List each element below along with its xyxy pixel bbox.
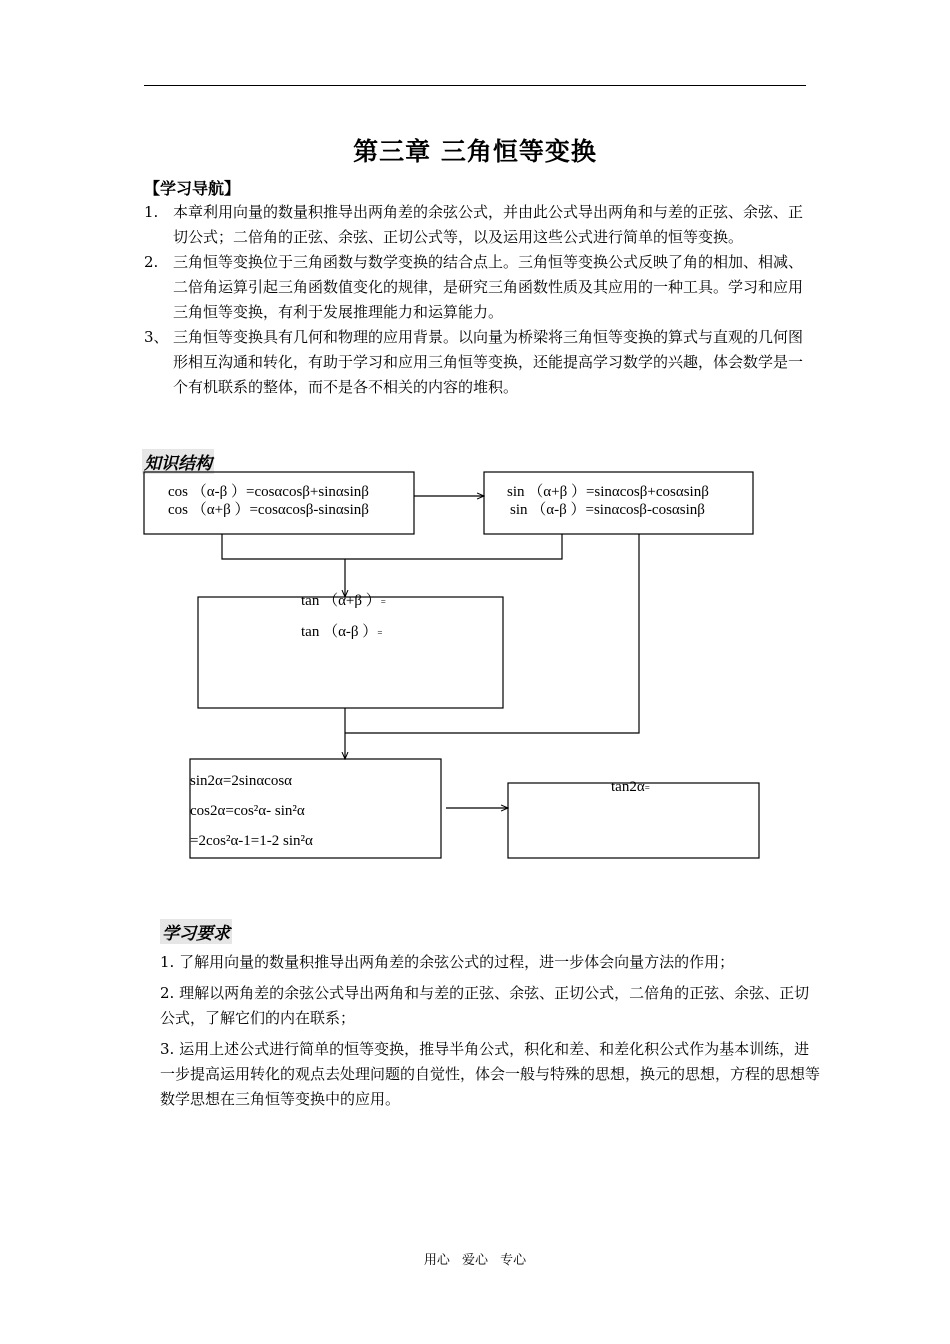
- cos-formula-line: cos （α-β ）=cosαcosβ+sinαsinβ: [168, 484, 369, 500]
- tan-diff-label: tan （α-β ）: [301, 624, 378, 640]
- guide-item-number: 2.: [144, 253, 159, 271]
- sin-formula-line: sin （α-β ）=sinαcosβ-cosαsinβ: [510, 502, 705, 518]
- knowledge-structure-heading: 知识结构: [142, 449, 214, 474]
- connector-sin-to-double: [345, 534, 639, 733]
- tan-sum-equals: =: [380, 597, 386, 607]
- requirement-item: 3. 运用上述公式进行简单的恒等变换，推导半角公式，积化和差、和差化积公式作为基本训练，进一步提高运用转化的观点去处理问题的自觉性，体会一般与特殊的思想，换元的思想，方程的思想等数学思想在三角恒等变换中的应用。: [160, 1040, 821, 1108]
- tan-diff-formula: [301, 623, 382, 642]
- tan-formula-box: [198, 597, 503, 708]
- guide-item-text: 本章利用向量的数量积推导出两角差的余弦公式，并由此公式导出两角和与差的正弦、余弦、正切公式；二倍角的正弦、余弦、正切公式等，以及运用这些公式进行简单的恒等变换。: [173, 203, 804, 246]
- connector-cos-sin-join: [222, 534, 562, 559]
- learning-guide-heading: 【学习导航】: [144, 179, 241, 198]
- cos-formula-line: cos （α+β ）=cosαcosβ-sinαsinβ: [168, 502, 369, 518]
- page-footer: 用心 爱心 专心: [423, 1253, 527, 1268]
- tan2-formula: [611, 778, 650, 797]
- tan-sum-formula: [301, 592, 386, 611]
- requirements-list: [160, 950, 820, 1118]
- requirements-heading: 学习要求: [160, 919, 232, 944]
- tan2-label: tan2α: [611, 779, 645, 795]
- guide-item-text: 三角恒等变换具有几何和物理的应用背景。以向量为桥梁将三角恒等变换的算式与直观的几何图形相互沟通和转化，有助于学习和应用三角恒等变换，还能提高学习数学的兴趣，体会数学是一个有机联系的整体，而不是各不相关的内容的堆积。: [173, 328, 804, 396]
- requirement-item: 1. 了解用向量的数量积推导出两角差的余弦公式的过程，进一步体会向量方法的作用；: [160, 953, 735, 971]
- cos-double-formula: cos2α=cos²α- sin²α: [190, 803, 305, 819]
- tan2-equals: =: [644, 783, 650, 793]
- guide-item-number: 1.: [144, 203, 159, 221]
- tan-diff-equals: =: [377, 628, 383, 638]
- guide-item-number: 3、: [144, 328, 169, 346]
- chapter-title: 第三章 三角恒等变换: [353, 137, 597, 166]
- tan-sum-label: tan （α+β ）: [301, 593, 381, 609]
- sin-double-formula: sin2α=2sinαcosα: [190, 773, 293, 789]
- guide-item-text: 三角恒等变换位于三角函数与数学变换的结合点上。三角恒等变换公式反映了角的相加、相减、二倍角运算引起三角函数值变化的规律，是研究三角函数性质及其应用的一种工具。学习和应用三角恒等变换，有利于发展推理能力和运算能力。: [173, 253, 804, 321]
- cos-double-alt-formula: =2cos²α-1=1-2 sin²α: [190, 833, 313, 849]
- sin-formula-line: sin （α+β ）=sinαcosβ+cosαsinβ: [507, 484, 709, 500]
- requirement-item: 2. 理解以两角差的余弦公式导出两角和与差的正弦、余弦、正切公式，二倍角的正弦、余弦、正切公式，了解它们的内在联系；: [160, 984, 810, 1027]
